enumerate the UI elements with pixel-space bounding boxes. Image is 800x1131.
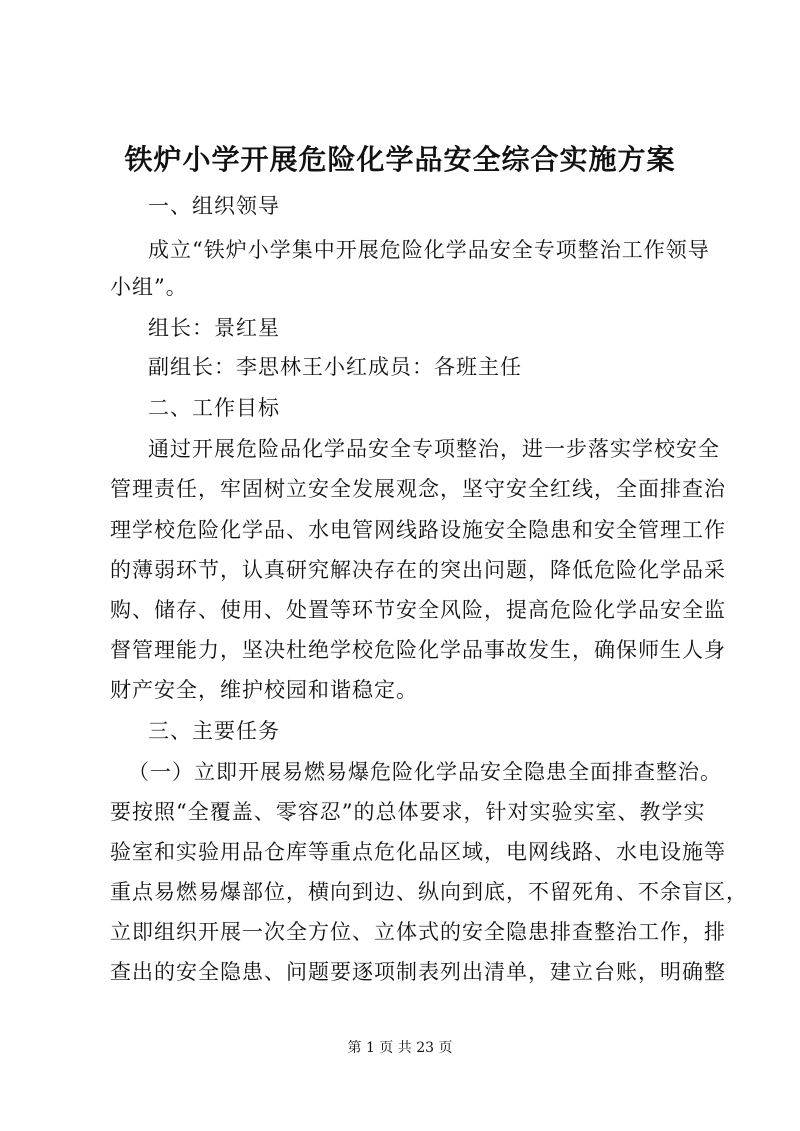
section-heading-goals: 二、工作目标	[148, 396, 280, 420]
paragraph-line: 的薄弱环节，认真研究解决存在的突出问题，降低危险化学品采	[110, 558, 726, 582]
paragraph-line: 要按照“全覆盖、零容忍”的总体要求，针对实验实室、教学实	[110, 800, 706, 824]
paragraph-line: 购、储存、使用、处置等环节安全风险，提高危险化学品安全监	[110, 598, 726, 622]
paragraph-line: 通过开展危险品化学品安全专项整治，进一步落实学校安全	[148, 437, 720, 461]
paragraph-line: 成立“铁炉小学集中开展危险化学品安全专项整治工作领导	[148, 238, 710, 262]
paragraph-line: 验室和实验用品仓库等重点危化品区域，电网线路、水电设施等	[110, 840, 726, 864]
paragraph-line: 小组”。	[110, 275, 188, 299]
paragraph-line: 理学校危险化学品、水电管网线路设施安全隐患和安全管理工作	[110, 518, 726, 542]
document-title: 铁炉小学开展危险化学品安全综合实施方案	[124, 143, 676, 176]
section-heading-organization: 一、组织领导	[148, 194, 280, 218]
paragraph-line: 督管理能力，坚决杜绝学校危险化学品事故发生，确保师生人身	[110, 638, 726, 662]
deputy-leader-line: 副组长：李思林王小红成员：各班主任	[148, 355, 522, 379]
paragraph-line: 立即组织开展一次全方位、立体式的安全隐患排查整治工作，排	[110, 920, 726, 944]
paragraph-line: 财产安全，维护校园和谐稳定。	[110, 678, 418, 702]
paragraph-line: 查出的安全隐患、问题要逐项制表列出清单，建立台账，明确整	[110, 960, 726, 984]
team-leader-line: 组长：景红星	[148, 316, 280, 340]
paragraph-line: （一）立即开展易燃易爆危险化学品安全隐患全面排查整治。	[128, 760, 722, 784]
section-heading-tasks: 三、主要任务	[148, 719, 280, 743]
paragraph-line: 管理责任，牢固树立安全发展观念，坚守安全红线，全面排查治	[110, 477, 726, 501]
paragraph-line: 重点易燃易爆部位，横向到边、纵向到底，不留死角、不余盲区，	[110, 880, 748, 904]
page-number-footer: 第 1 页 共 23 页	[347, 1040, 453, 1056]
